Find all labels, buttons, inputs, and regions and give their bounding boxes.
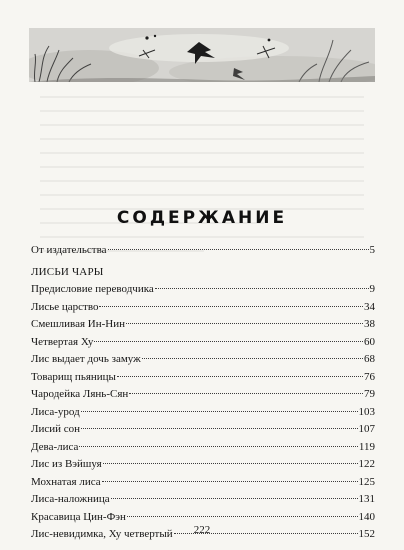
toc-entry-page: 107: [358, 423, 375, 435]
toc-entry-title: Предисловие переводчика: [31, 283, 154, 295]
dot-leader: [79, 446, 358, 447]
toc-entry[interactable]: [31, 491, 375, 509]
toc-entry-title: Лисий сон: [31, 423, 81, 435]
toc-entry[interactable]: [31, 421, 375, 439]
toc-entry-page: 5: [369, 244, 375, 256]
toc-entry-preface[interactable]: [31, 242, 375, 260]
toc-entry-page: 131: [358, 493, 375, 505]
toc-entry-title: От издательства: [31, 244, 107, 256]
toc-entry-page: 122: [358, 458, 375, 470]
toc-entry-title: Лис из Вэйшуя: [31, 458, 102, 470]
toc-entry-title: Смешливая Ин-Нин: [31, 318, 125, 330]
contents-heading: СОДЕРЖАНИЕ: [116, 208, 288, 228]
toc-entry[interactable]: [31, 386, 375, 404]
dot-leader: [111, 498, 358, 499]
toc-entry-page: 140: [358, 510, 375, 523]
toc-entry[interactable]: [31, 439, 375, 457]
toc-entry[interactable]: [31, 474, 375, 492]
dot-leader: [129, 393, 363, 394]
toc-entry[interactable]: [31, 316, 375, 334]
dot-leader: [126, 323, 363, 324]
toc-entry-page: 68: [364, 353, 375, 365]
toc-entry-page: 60: [364, 335, 375, 348]
page-number: 222: [193, 524, 211, 536]
toc-entry-page: 103: [358, 405, 375, 418]
dot-leader: [81, 411, 358, 412]
toc-entry[interactable]: [31, 351, 375, 369]
toc-entry-page: 79: [364, 388, 375, 400]
dot-leader: [108, 249, 369, 250]
toc-entry[interactable]: [31, 456, 375, 474]
dot-leader: [81, 428, 357, 429]
toc-entry-title: Лисье царство: [31, 300, 99, 313]
toc-entry[interactable]: [31, 369, 375, 387]
toc-entry-page: 38: [364, 318, 375, 330]
dot-leader: [102, 481, 358, 482]
toc-entry-page: 125: [358, 475, 375, 488]
toc-entry-title: Товарищ пьяницы: [31, 370, 116, 383]
ink-wash-illustration: [29, 28, 375, 82]
table-of-contents: [31, 242, 375, 544]
toc-entry-title: Чародейка Лянь-Сян: [31, 388, 129, 400]
dot-leader: [94, 341, 363, 342]
toc-entry-title: Дева-лиса: [31, 440, 79, 453]
toc-entry-title: Четвертая Ху: [31, 335, 94, 348]
toc-entry-page: 119: [358, 440, 375, 453]
toc-entry-title: Мохнатая лиса: [31, 475, 101, 488]
ink-painting-banner: [29, 28, 375, 82]
dot-leader: [99, 306, 363, 307]
dot-leader: [103, 463, 358, 464]
dot-leader: [155, 288, 369, 289]
dot-leader: [127, 516, 358, 517]
toc-entry-page: 34: [364, 300, 375, 313]
toc-entry[interactable]: [31, 404, 375, 422]
toc-entry-title: Лиса-урод: [31, 405, 80, 418]
toc-entry[interactable]: [31, 281, 375, 299]
dot-leader: [117, 376, 363, 377]
toc-entry-title: Лиса-наложница: [31, 493, 110, 505]
toc-entry-page: 9: [369, 283, 375, 295]
toc-entry-title: Лис-невидимка, Ху четвертый: [31, 528, 173, 540]
toc-entry[interactable]: [31, 334, 375, 352]
toc-entry-page: 76: [364, 370, 375, 383]
dot-leader: [142, 358, 363, 359]
toc-entry-title: Лис выдает дочь замуж: [31, 353, 141, 365]
toc-entry[interactable]: [31, 299, 375, 317]
toc-entries: [31, 281, 375, 544]
toc-entry-title: Красавица Цин-Фэн: [31, 510, 126, 523]
toc-section-title: ЛИСЬИ ЧАРЫ: [31, 265, 104, 278]
toc-entry-page: 152: [358, 528, 375, 540]
